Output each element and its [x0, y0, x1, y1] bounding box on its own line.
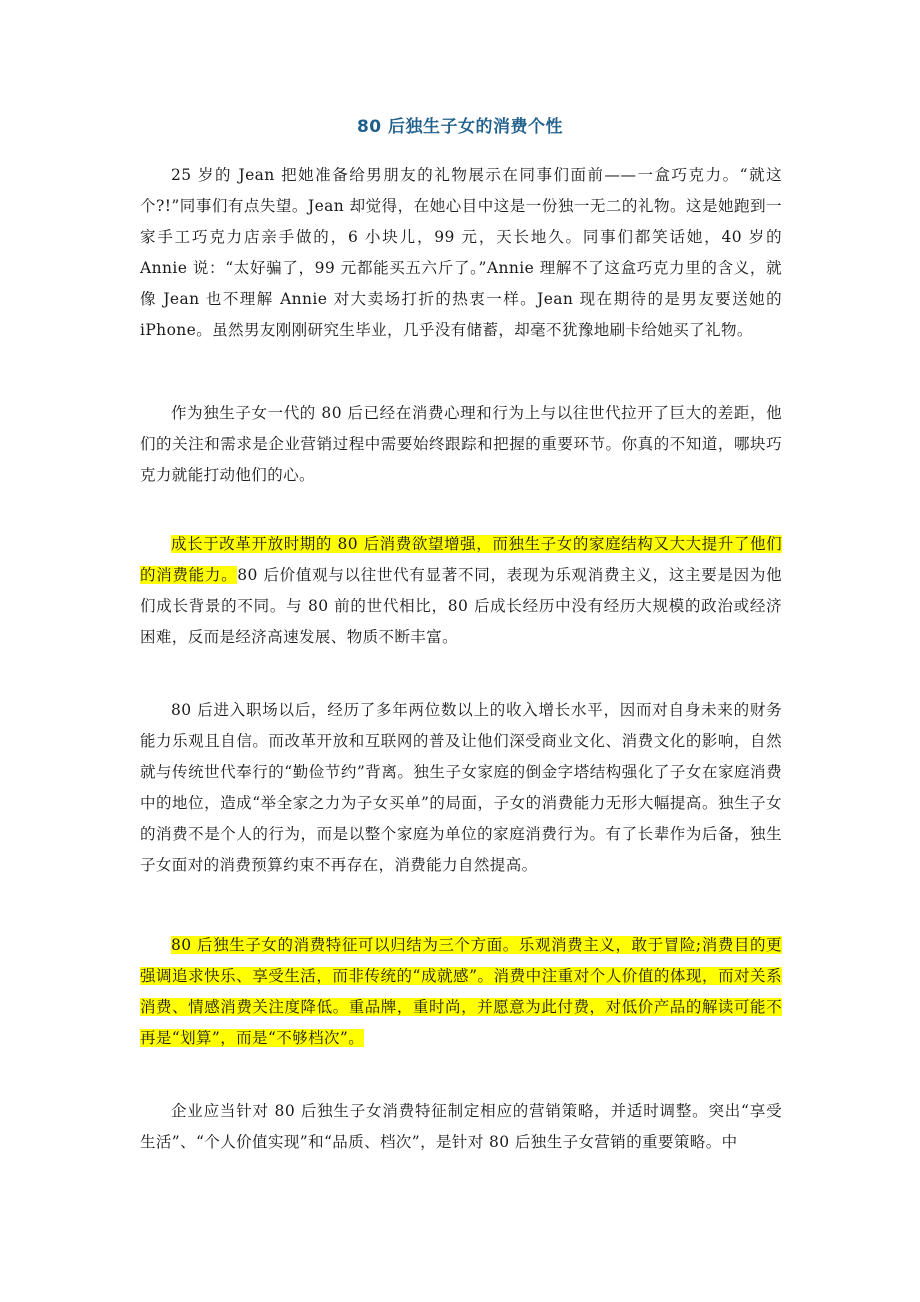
paragraph-career-income	[140, 695, 782, 881]
paragraph-text: 80 后进入职场以后，经历了多年两位数以上的收入增长水平，因而对自身未来的财务能力乐观且自信。而改革开放和互联网的普及让他们深受商业文化、消费文化的影响，自然就与传统世代奉行的“勤俭节约”背离。独生子女家庭的倒金字塔结构强化了子女在家庭消费中的地位，造成“举全家之力为子女买单”的局面，子女的消费能力无形大幅提高。独生子女的消费不是个人的行为，而是以整个家庭为单位的家庭消费行为。有了长辈作为后备，独生子女面对的消费预算约束不再存在，消费能力自然提高。	[140, 701, 782, 874]
paragraph-marketing-strategy	[140, 1096, 782, 1158]
paragraph-jean-story	[140, 160, 782, 346]
highlighted-text: 80 后独生子女的消费特征可以归结为三个方面。乐观消费主义，敢于冒险;消费目的更强调追求快乐、享受生活，而非传统的“成就感”。消费中注重对个人价值的体现，而对关系消费、情感消费关注度降低。重品牌，重时尚，并愿意为此付费，对低价产品的解读可能不再是“划算”，而是“不够档次”。	[140, 936, 782, 1047]
paragraph-consumption-features	[140, 930, 782, 1054]
paragraph-consumption-desire	[140, 529, 782, 653]
paragraph-text: 80 后价值观与以往世代有显著不同，表现为乐观消费主义，这主要是因为他们成长背景的不同。与 80 前的世代相比，80 后成长经历中没有经历大规模的政治或经济困难，反而是经济高速发展、物质不断丰富。	[140, 566, 783, 646]
paragraph-text: 作为独生子女一代的 80 后已经在消费心理和行为上与以往世代拉开了巨大的差距，他们的关注和需求是企业营销过程中需要始终跟踪和把握的重要环节。你真的不知道，哪块巧克力就能打动他们的心。	[140, 404, 782, 484]
paragraph-text: 企业应当针对 80 后独生子女消费特征制定相应的营销策略，并适时调整。突出“享受生活”、“个人价值实现”和“品质、档次”，是针对 80 后独生子女营销的重要策略。中	[140, 1102, 782, 1151]
paragraph-generation-gap	[140, 398, 782, 491]
highlighted-text: 成长于改革开放时期的 80 后消费欲望增强，而独生子女的家庭结构又大大提升了他们的消费能力。	[140, 535, 782, 584]
paragraph-text: 25 岁的 Jean 把她准备给男朋友的礼物展示在同事们面前——一盒巧克力。“就这个?!”同事们有点失望。Jean 却觉得，在她心目中这是一份独一无二的礼物。这是她跑到一家手工巧克力店亲手做的，6 小块儿，99 元，天长地久。同事们都笑话她，40 岁的 Annie 说：“太好骗了，99 元都能买五六斤了。”Annie 理解不了这盒巧克力里的含义，就像 Jean 也不理解 Annie 对大卖场打折的热衷一样。Jean 现在期待的是男友要送她的 iPhone。虽然男友刚刚研究生毕业，几乎没有储蓄，却毫不犹豫地刷卡给她买了礼物。	[140, 166, 782, 339]
document-title: 80 后独生子女的消费个性	[356, 117, 564, 137]
